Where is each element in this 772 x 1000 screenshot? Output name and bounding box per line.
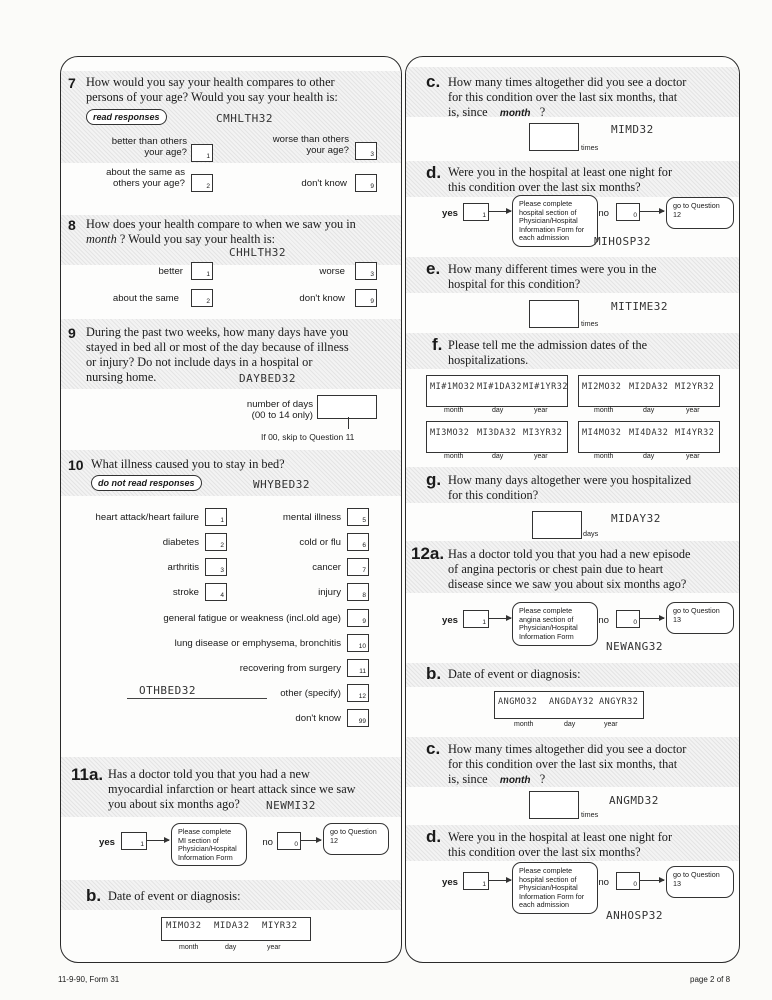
qd1-goto[interactable]: go to Question 12 <box>666 197 734 229</box>
q7-option-3-label: worse than others your age? <box>272 134 349 156</box>
q11b-year: year <box>267 944 281 951</box>
q8-text-1: How does your health compare to when we saw you in <box>86 217 356 231</box>
qd1-text-2: this condition over the last six months? <box>448 180 641 194</box>
qd2-text-2: this condition over the last six months? <box>448 845 641 859</box>
q12a-text-3: disease since we saw you about six months ago? <box>448 577 687 591</box>
q8-option-1-label: better <box>158 266 183 277</box>
qd2-yes-label: yes <box>441 877 458 888</box>
qd2-note: Please complete hospital section of Physician/Hospital Information Form for each admission <box>512 862 598 914</box>
q11a-note: Please complete MI section of Physician/Hospital Information Form <box>171 823 247 866</box>
q12a-no-box[interactable]: 0 <box>616 610 640 628</box>
q11a-yes-label: yes <box>98 837 115 848</box>
q8-number: 8 <box>68 217 76 233</box>
qe-text-1: How many different times were you in the <box>448 262 657 276</box>
footer-page-number: page 2 of 8 <box>690 975 731 984</box>
qf-1-day: day <box>492 407 504 414</box>
q10-cold-box[interactable]: 6 <box>347 533 369 551</box>
q10-dontknow-label: don't know <box>295 713 341 724</box>
qc1-unit: times <box>581 143 599 152</box>
q10-text: What illness caused you to stay in bed? <box>91 457 285 471</box>
q10-other-label: other (specify) <box>280 688 341 699</box>
left-column <box>60 56 402 963</box>
q10-number: 10 <box>68 457 84 473</box>
q7-text-2: persons of your age? Would you say your health is: <box>86 90 338 104</box>
q9-skip: If 00, skip to Question 11 <box>261 432 355 442</box>
qf-2-month: month <box>594 407 614 414</box>
qg-number: g. <box>426 470 442 489</box>
q10-mental-box[interactable]: 5 <box>347 508 369 526</box>
q7-instruction: read responses <box>86 109 167 125</box>
q7-option-3-box[interactable]: 3 <box>355 142 377 160</box>
q11a-goto[interactable]: go to Question 12 <box>323 823 389 855</box>
qf-3-year: year <box>534 453 548 460</box>
qe-unit: times <box>581 319 599 328</box>
qe-number: e. <box>426 259 441 278</box>
q7-option-1-box[interactable]: 1 <box>191 144 213 162</box>
q11a-text-1: Has a doctor told you that you had a new <box>108 767 310 781</box>
q12a-note: Please complete angina section of Physician/Hospital Information Form <box>512 602 598 646</box>
q11b-day: day <box>225 944 237 951</box>
q10-arthritis-box[interactable]: 3 <box>205 558 227 576</box>
q9-text-1: During the past two weeks, how many days have you <box>86 325 349 339</box>
q8-code: CHHLTH32 <box>229 246 286 259</box>
qe-text-2: hospital for this condition? <box>448 277 581 291</box>
q12b-text: Date of event or diagnosis: <box>448 667 581 681</box>
q7-option-2-label: about the same as others your age? <box>106 167 185 189</box>
q10-other-box[interactable]: 12 <box>347 684 369 702</box>
q12b-year: year <box>604 721 618 728</box>
qd2-code: ANHOSP32 <box>606 909 663 922</box>
q10-injury-box[interactable]: 8 <box>347 583 369 601</box>
qd2-no-label: no <box>598 877 609 888</box>
q10-fatigue-box[interactable]: 9 <box>347 609 369 627</box>
qf-1-month: month <box>444 407 464 414</box>
qf-date-3[interactable]: MI3MO32 MI3DA32 MI3YR32 <box>426 421 568 453</box>
q10-surgery-box[interactable]: 11 <box>347 659 369 677</box>
q12a-text-1: Has a doctor told you that you had a new episode <box>448 547 691 561</box>
q11b-month: month <box>179 944 199 951</box>
qd1-number: d. <box>426 163 442 182</box>
qf-4-day: day <box>643 453 655 460</box>
q12a-text-2: of angina pectoris or chest pain due to heart <box>448 562 664 576</box>
qd2-goto[interactable]: go to Question 13 <box>666 866 734 898</box>
q12b-month: month <box>514 721 534 728</box>
qd1-no-label: no <box>598 208 609 219</box>
qd1-no-box[interactable]: 0 <box>616 203 640 221</box>
qd1-note: Please complete hospital section of Physician/Hospital Information Form for each admission <box>512 195 598 247</box>
qd1-code: MIHOSP32 <box>594 235 651 248</box>
q10-lung-box[interactable]: 10 <box>347 634 369 652</box>
q10-mental-label: mental illness <box>282 512 341 523</box>
q8-option-2-label: about the same <box>112 293 179 304</box>
qf-4-year: year <box>686 453 700 460</box>
q10-arthritis-label: arthritis <box>167 562 199 573</box>
qc2-unit: times <box>581 810 599 819</box>
q10-dontknow-box[interactable]: 99 <box>347 709 369 727</box>
q12a-number: 12a. <box>411 544 445 563</box>
qc2-text-1: How many times altogether did you see a doctor <box>448 742 687 756</box>
qg-code: MIDAY32 <box>611 512 661 525</box>
q10-diabetes-box[interactable]: 2 <box>205 533 227 551</box>
q9-days-box[interactable] <box>317 395 377 419</box>
qd1-yes-label: yes <box>441 208 458 219</box>
q10-cold-label: cold or flu <box>299 537 341 548</box>
q10-cancer-label: cancer <box>312 562 341 573</box>
q8-option-9-label: don't know <box>299 293 345 304</box>
q8-option-3-box[interactable]: 3 <box>355 262 377 280</box>
qg-text-1: How many days altogether were you hospitalized <box>448 473 692 487</box>
qe-times-box[interactable] <box>529 300 579 328</box>
q7-number: 7 <box>68 75 76 91</box>
qe-code: MITIME32 <box>611 300 668 313</box>
q10-cancer-box[interactable]: 7 <box>347 558 369 576</box>
q8-option-2-box[interactable]: 2 <box>191 289 213 307</box>
q7-option-9-label: don't know <box>301 178 347 189</box>
qd1-text-1: Were you in the hospital at least one night for <box>448 165 673 179</box>
q9-text-4: nursing home. <box>86 370 157 384</box>
qc1-number: c. <box>426 72 441 91</box>
q11a-yes-box[interactable]: 1 <box>121 832 147 850</box>
qd1-yes-box[interactable]: 1 <box>463 203 489 221</box>
qd2-number: d. <box>426 827 442 846</box>
q12b-day: day <box>564 721 576 728</box>
qf-1-year: year <box>534 407 548 414</box>
qg-days-box[interactable] <box>532 511 582 539</box>
q10-diabetes-label: diabetes <box>162 537 199 548</box>
q12a-yes-label: yes <box>441 615 458 626</box>
q12a-code: NEWANG32 <box>606 640 663 653</box>
qc2-times-box[interactable] <box>529 791 579 819</box>
qf-2-day: day <box>643 407 655 414</box>
q10-instruction: do not read responses <box>91 475 202 491</box>
q11b-date-box[interactable]: MIMO32 MIDA32 MIYR32 <box>161 917 311 941</box>
q10-heart-label: heart attack/heart failure <box>95 512 199 523</box>
qc2-code: ANGMD32 <box>609 794 659 807</box>
qf-4-month: month <box>594 453 614 460</box>
q7-option-2-box[interactable]: 2 <box>191 174 213 192</box>
qf-3-month: month <box>444 453 464 460</box>
q9-code: DAYBED32 <box>239 372 296 385</box>
q12a-no-label: no <box>598 615 609 626</box>
q10-lung-label: lung disease or emphysema, bronchitis <box>174 638 341 649</box>
q10-code: WHYBED32 <box>253 478 310 491</box>
qc2-text-2: for this condition over the last six months, that <box>448 757 678 771</box>
qf-number: f. <box>432 335 443 354</box>
qc1-text-1: How many times altogether did you see a doctor <box>448 75 687 89</box>
q12b-date-box[interactable]: ANGMO32 ANGDAY32 ANGYR32 <box>494 691 644 719</box>
qf-text-1: Please tell me the admission dates of the <box>448 338 648 352</box>
q8-option-9-box[interactable]: 9 <box>355 289 377 307</box>
q10-fatigue-label: general fatigue or weakness (incl.old age) <box>163 613 341 624</box>
q10-other-code: OTHBED32 <box>139 684 196 697</box>
q11a-no-label: no <box>262 837 273 848</box>
qc1-text-3: is, since month ? <box>448 105 546 119</box>
q7-option-1-label: better than others your age? <box>111 136 187 158</box>
q11b-text: Date of event or diagnosis: <box>108 889 241 903</box>
q11a-number: 11a. <box>71 765 104 784</box>
qf-text-2: hospitalizations. <box>448 353 529 367</box>
q12a-goto[interactable]: go to Question 13 <box>666 602 734 634</box>
qc1-code: MIMD32 <box>611 123 654 136</box>
q8-option-1-box[interactable]: 1 <box>191 262 213 280</box>
q7-option-9-box[interactable]: 9 <box>355 174 377 192</box>
footer-form-id: 11-9-90, Form 31 <box>58 975 120 984</box>
q9-text-2: stayed in bed all or most of the day because of illness <box>86 340 349 354</box>
q7-text-1: How would you say your health compares to other <box>86 75 335 89</box>
qd2-yes-box[interactable]: 1 <box>463 872 489 890</box>
qf-3-day: day <box>492 453 504 460</box>
qd2-text-1: Were you in the hospital at least one night for <box>448 830 673 844</box>
qg-unit: days <box>583 529 599 538</box>
q11a-no-box[interactable]: 0 <box>277 832 301 850</box>
q9-days-label: number of days (00 to 14 only) <box>246 399 313 421</box>
q12a-yes-box[interactable]: 1 <box>463 610 489 628</box>
qf-2-year: year <box>686 407 700 414</box>
qf-date-1[interactable]: MI#1MO32 MI#1DA32 MI#1YR32 <box>426 375 568 407</box>
qc1-times-box[interactable] <box>529 123 579 151</box>
qc1-text-2: for this condition over the last six months, that <box>448 90 678 104</box>
qd2-no-box[interactable]: 0 <box>616 872 640 890</box>
qc2-text-3: is, since month ? <box>448 772 546 786</box>
q8-option-3-label: worse <box>319 266 345 277</box>
q9-text-3: or injury? Do not include days in a hospital or <box>86 355 313 369</box>
right-column <box>405 56 740 963</box>
q11a-code: NEWMI32 <box>266 799 316 812</box>
q10-stroke-box[interactable]: 4 <box>205 583 227 601</box>
q12b-number: b. <box>426 664 442 683</box>
q9-number: 9 <box>68 325 76 341</box>
q11a-text-3: you about six months ago? <box>108 797 240 811</box>
qc2-number: c. <box>426 739 441 758</box>
q8-text-2: month ? Would you say your health is: <box>86 232 276 246</box>
qf-date-2[interactable]: MI2MO32 MI2DA32 MI2YR32 <box>578 375 720 407</box>
q11b-number: b. <box>86 886 102 905</box>
qg-text-2: for this condition? <box>448 488 539 502</box>
q7-code: CMHLTH32 <box>216 112 273 125</box>
qf-date-4[interactable]: MI4MO32 MI4DA32 MI4YR32 <box>578 421 720 453</box>
q10-stroke-label: stroke <box>172 587 199 598</box>
q10-injury-label: injury <box>318 587 341 598</box>
q10-surgery-label: recovering from surgery <box>239 663 341 674</box>
q11a-text-2: myocardial infarction or heart attack since we saw <box>108 782 356 796</box>
q10-heart-box[interactable]: 1 <box>205 508 227 526</box>
